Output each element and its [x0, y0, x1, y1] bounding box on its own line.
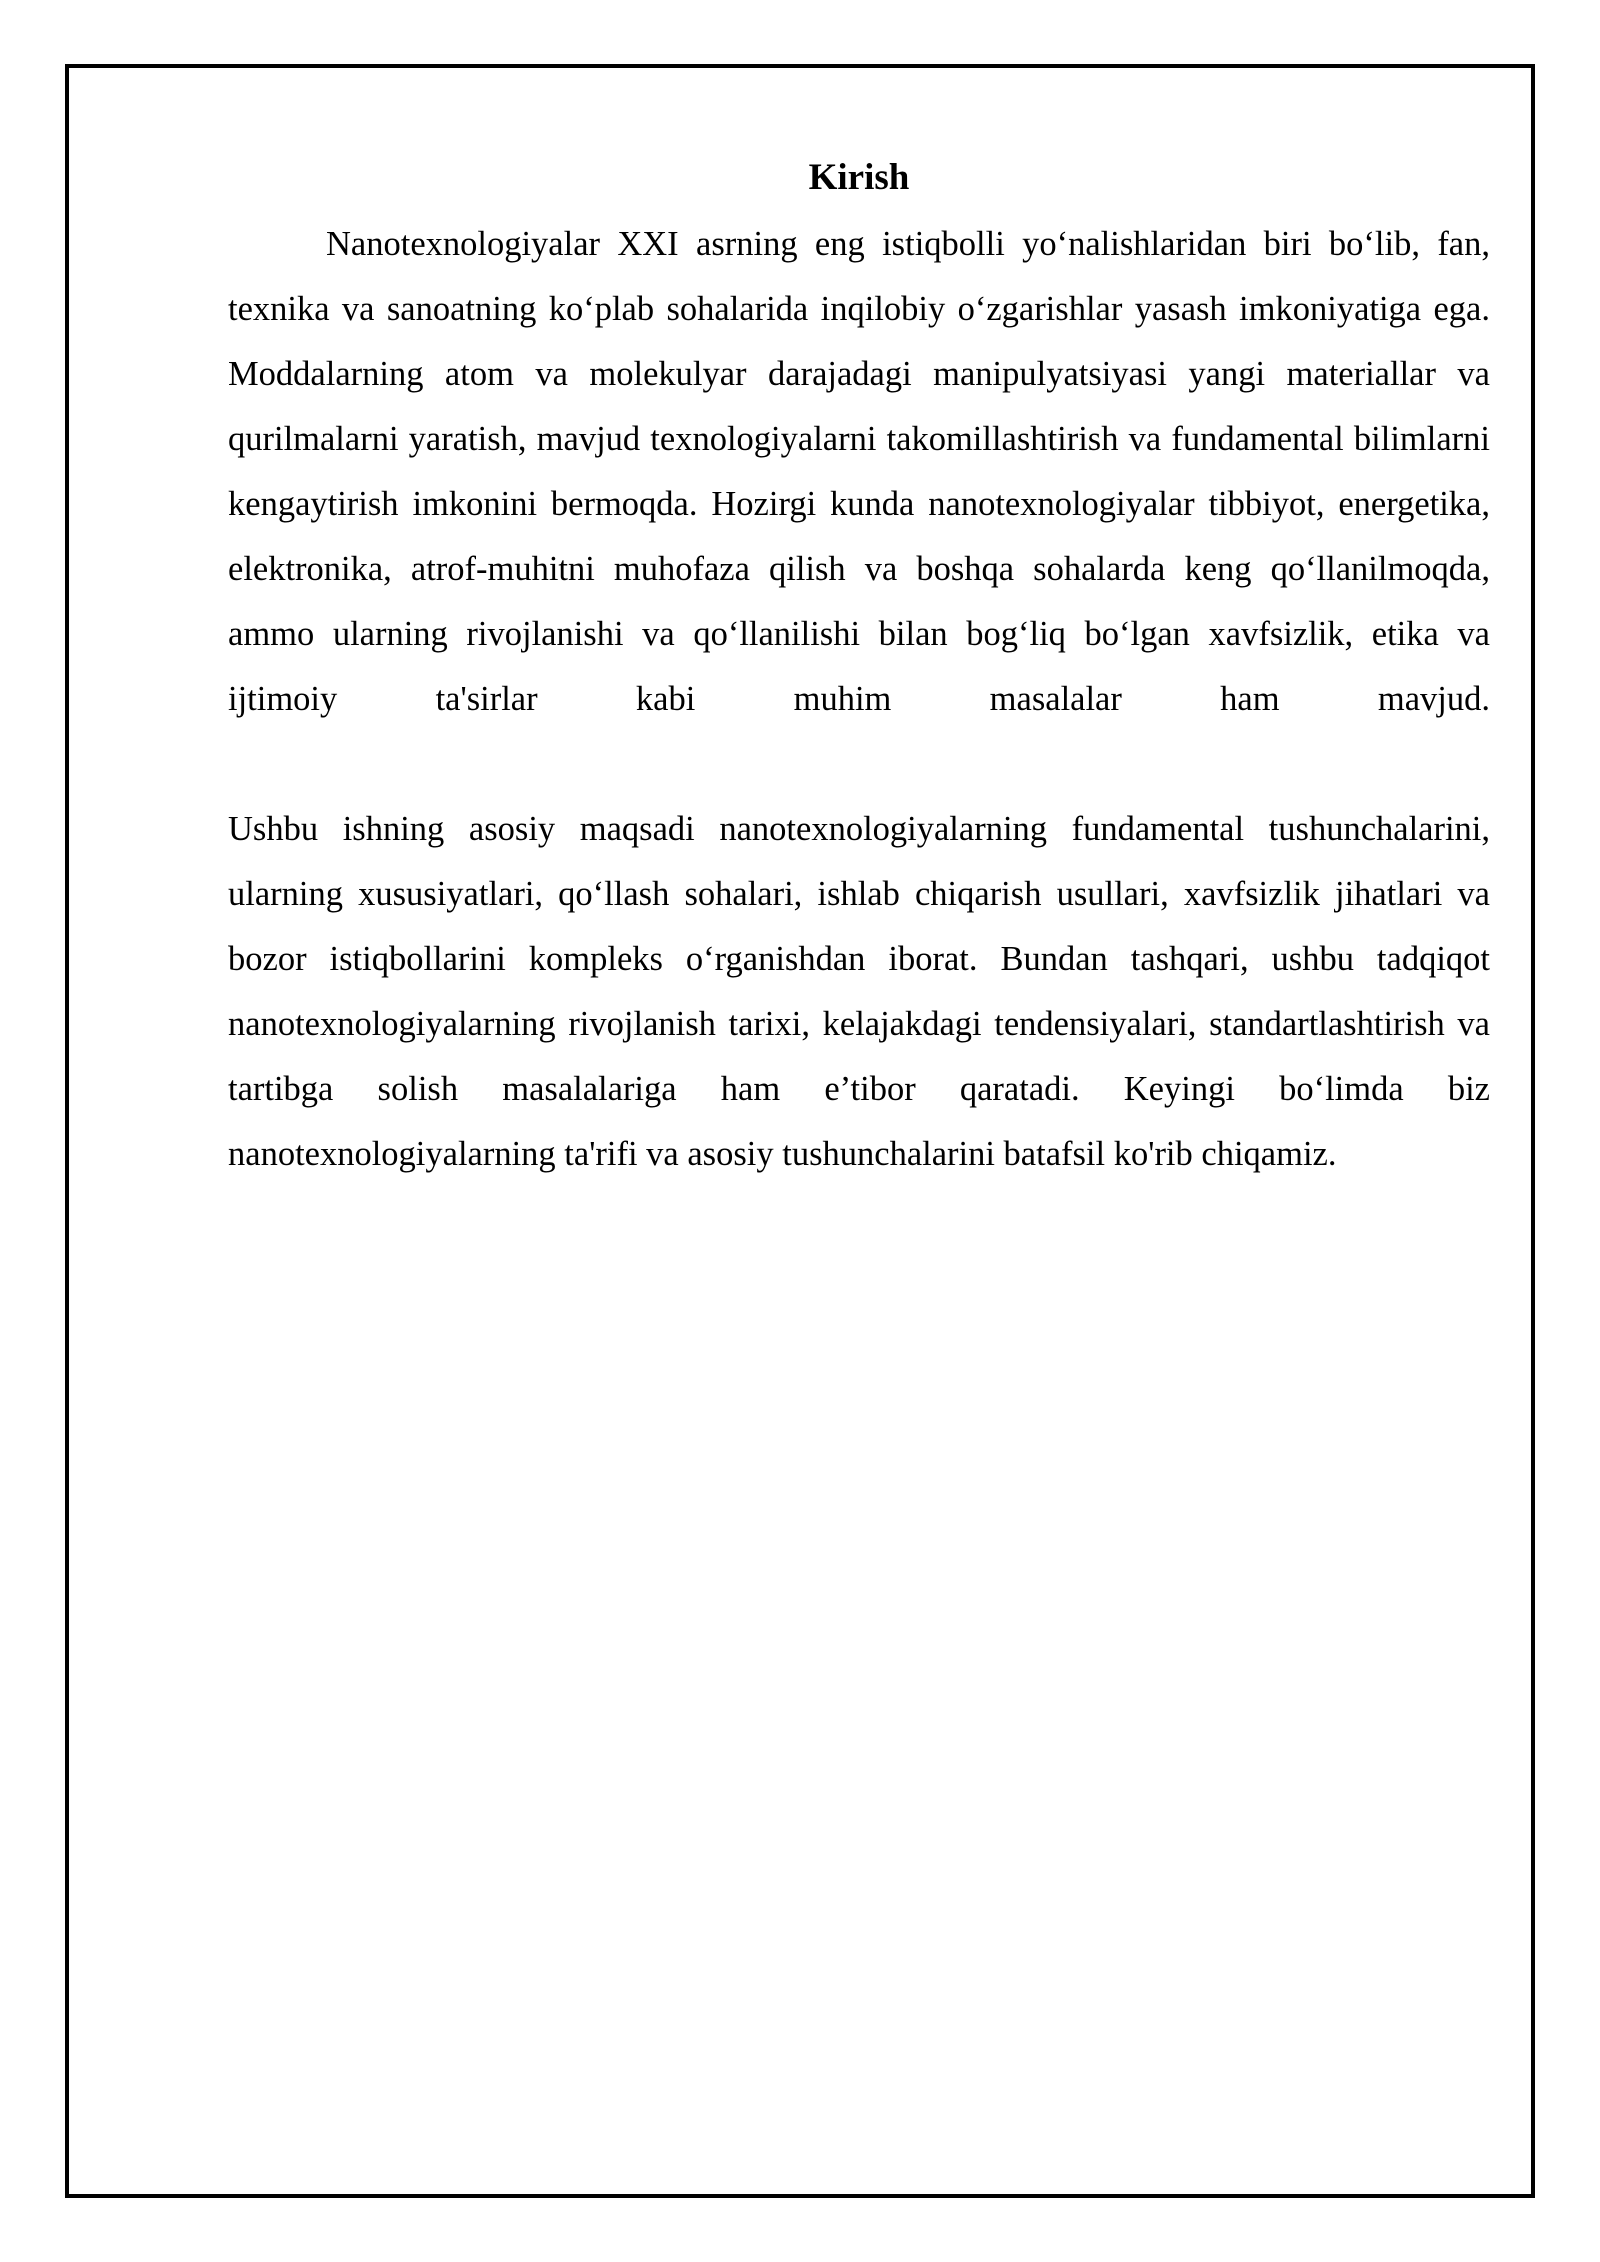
document-body [228, 148, 1490, 1187]
paragraph-goal: Ushbu ishning asosiy maqsadi nanotexnologiyalarning fundamental tushunchalarini, ularning xususiyatlari, qo‘llash sohalari, ishlab chiqarish usullari, xavfsizlik jihatlari va bozor istiqbollarini kompleks o‘rganishdan iborat. Bundan tashqari, ushbu tadqiqot nanotexnologiyalarning rivojlanish tarixi, kelajakdagi tendensiyalari, standartlashtirish va tartibga solish masalalariga ham e’tibor qaratadi. Keyingi bo‘limda biz nanotexnologiyalarning ta'rifi va asosiy tushunchalarini batafsil ko'rib chiqamiz. [228, 810, 1490, 1173]
page-title: Kirish [808, 157, 910, 198]
paragraph-intro: Nanotexnologiyalar XXI asrning eng istiqbolli yo‘nalishlaridan biri bo‘lib, fan, texnika va sanoatning ko‘plab sohalarida inqilobiy o‘zgarishlar yasash imkoniyatiga ega. Moddalarning atom va molekulyar darajadagi manipulyatsiyasi yangi materiallar va qurilmalarni yaratish, mavjud texnologiyalarni takomillashtirish va fundamental bilimlarni kengaytirish imkonini bermoqda. Hozirgi kunda nanotexnologiyalar tibbiyot, energetika, elektronika, atrof-muhitni muhofaza qilish va boshqa sohalarda keng qo‘llanilmoqda, ammo ularning rivojlanishi va qo‘llanilishi bilan bog‘liq bo‘lgan xavfsizlik, etika va ijtimoiy ta'sirlar kabi muhim masalalar ham mavjud. [228, 225, 1490, 718]
paragraph-gap [228, 732, 1490, 797]
